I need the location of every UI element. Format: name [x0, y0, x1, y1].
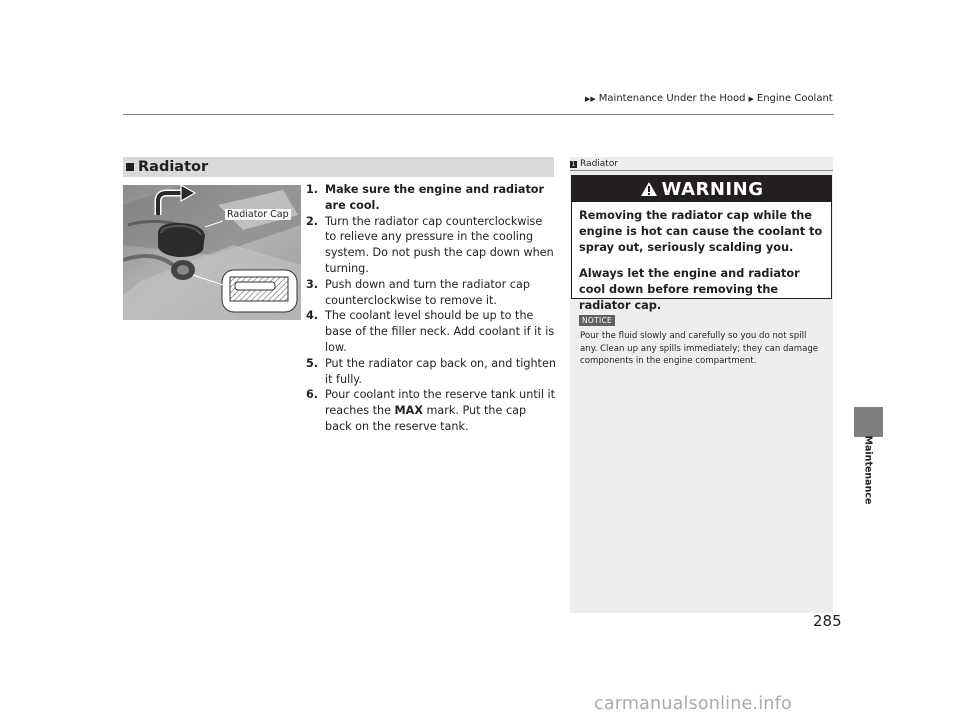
radiator-cap-illustration	[123, 185, 301, 320]
notice-text: Pour the fluid slowly and carefully so you do not spill any. Clean up any spills immediately; they can damage components in the engine compartment.	[580, 331, 819, 366]
step-number: 6.	[306, 388, 319, 402]
sidebar-divider	[570, 170, 833, 171]
header-divider	[123, 114, 834, 115]
step-text: Turn the radiator cap counterclockwise to relieve any pressure in the cooling system. Do not push the cap down when turning.	[325, 214, 554, 275]
step-number: 1.	[306, 183, 319, 196]
sidebar-heading	[570, 159, 618, 169]
step-number: 5.	[306, 356, 319, 370]
step-text-a: Pour coolant into the reserve tank until it reaches the	[325, 388, 555, 418]
step-number: 3.	[306, 277, 319, 291]
step-item	[306, 387, 556, 434]
step-number: 4.	[306, 309, 319, 323]
step-item	[306, 277, 556, 309]
breadcrumb-arrow-icon: ▶	[748, 94, 754, 103]
page-number: 285	[813, 612, 842, 630]
reference-marker-icon: 1	[571, 160, 576, 168]
section-title: Radiator	[138, 159, 209, 175]
warning-header	[572, 176, 831, 202]
warning-text-2: Always let the engine and radiator cool down before removing the radiator cap.	[579, 267, 800, 312]
sidebar-notes	[570, 157, 833, 613]
warning-box	[571, 175, 832, 312]
sidebar-heading-text: Radiator	[580, 159, 619, 169]
warning-title: WARNING	[661, 178, 764, 200]
notice-badge: NOTICE	[579, 315, 615, 326]
step-item	[306, 182, 556, 214]
radiator-cap-callout: Radiator Cap	[227, 209, 289, 220]
breadcrumb-part-2: Engine Coolant	[756, 93, 833, 104]
step-text: Push down and turn the radiator cap counterclockwise to remove it.	[325, 277, 530, 307]
warning-triangle-icon	[640, 181, 658, 197]
step-number: 2.	[306, 214, 319, 228]
step-text	[325, 388, 555, 433]
instruction-steps	[306, 182, 556, 435]
engine-illustration	[123, 185, 301, 320]
step-text: Put the radiator cap back on, and tighten it fully.	[325, 356, 556, 386]
step-item	[306, 214, 556, 277]
step-item	[306, 356, 556, 388]
chapter-tab-label: Maintenance	[862, 435, 874, 505]
section-square-icon	[126, 163, 134, 171]
chapter-tab	[854, 407, 883, 437]
breadcrumb-arrow-icon: ▶▶	[585, 94, 596, 103]
step-text: The coolant level should be up to the base of the filler neck. Add coolant if it is low.	[325, 309, 555, 354]
warning-text-1: Removing the radiator cap while the engine is hot can cause the coolant to spray out, seriously scalding you.	[579, 209, 823, 254]
step-text-b: mark. Put the cap back on the reserve tank.	[325, 404, 527, 433]
max-mark-label: MAX	[394, 404, 423, 418]
section-header	[123, 157, 554, 177]
step-item	[306, 308, 556, 355]
breadcrumb	[585, 93, 833, 104]
step-text: Make sure the engine and radiator are cool.	[325, 183, 544, 212]
watermark: carmanualsonline.info	[594, 694, 792, 714]
breadcrumb-part-1: Maintenance Under the Hood	[598, 93, 746, 104]
